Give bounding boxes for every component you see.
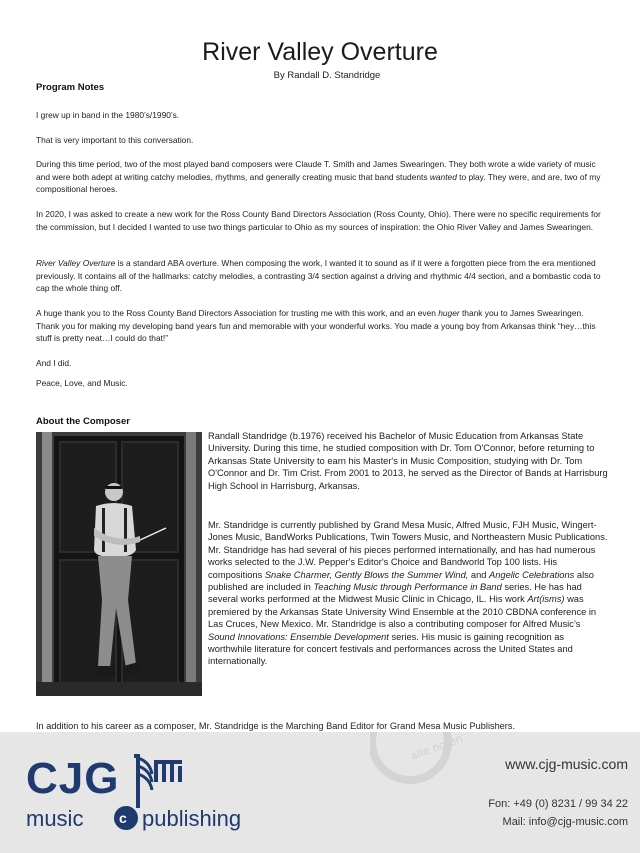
emphasis: Sound Innovations: Ensemble Development — [208, 631, 389, 642]
svg-text:c: c — [119, 810, 127, 826]
text-run: is a standard ABA overture. When composing the work, I wanted it to sound as if it were a forgotten piece from the era mentioned previously. It contains all of the hallmarks: catchy melodies, a contrasting 3/4 section against a driving and rhythmic 4/4 section, and a bombastic coda to cap the whole thing off. — [36, 258, 601, 294]
logo-publishing-text: publishing — [142, 806, 242, 831]
phone-number: Fon: +49 (0) 8231 / 99 34 22 — [488, 798, 628, 810]
composer-bio: In addition to his career as a composer, Mr. Standridge is the Marching Band Editor for Grand Mesa Music Publishers. — [36, 721, 516, 731]
emphasis: Art(isms) — [527, 594, 565, 605]
text-run: A huge thank you to the Ross County Band Directors Association for trusting me with this work, and an even — [36, 308, 439, 318]
composer-photo-illustration — [36, 432, 202, 696]
byline: By Randall D. Standridge — [273, 70, 381, 81]
text-run: Mr. Standridge is currently published by Grand Mesa Music, Alfred Music, FJH Music, Wingert-Jones Music, BandWorks Publications, Twin Towers Music, and Northeastern Music Publications. Mr. Standridge has had several of his pieces performed internationally, and has had numerous works selected to the J.W. Pepper's Editor's Choice and Bandworld Top 100 lists. His compositions — [208, 520, 608, 580]
paragraph: Peace, Love, and Music. — [36, 378, 128, 388]
paragraph — [36, 307, 606, 345]
text-run: and — [468, 569, 490, 580]
paragraph: And I did. — [36, 358, 72, 368]
about-composer-heading: About the Composer — [36, 416, 130, 427]
cjg-logo[interactable] — [26, 750, 242, 847]
emphasis: River Valley Overture — [36, 258, 116, 268]
text-run: to play. They were, and are, two of my compositional heroes. — [36, 171, 601, 195]
emphasis: Angelic Celebrations — [489, 569, 575, 580]
text-run: was premiered by the Arkansas State University Wind Ensemble at the 2010 CBDNA conference in Las Cruces, New Mexico. Mr. Standridge is also a contributing composer for Alfred Music’s — [208, 594, 597, 630]
paragraph — [36, 257, 606, 295]
watermark-logo — [370, 732, 510, 792]
website-link[interactable]: www.cjg-music.com — [505, 756, 628, 772]
text-run: also published are included in — [208, 569, 594, 593]
emphasis: Snake Charmer, Gently Blows the Summer Wind, — [264, 569, 469, 580]
emphasis: wanted — [429, 171, 457, 182]
logo-music-text: music — [26, 806, 84, 831]
logo-cjg-text: CJG — [26, 754, 120, 803]
emphasis: huger — [438, 308, 460, 318]
text-run: series. He has had several works performed at the Midwest Music Clinic in Chicago, IL. His work — [208, 582, 582, 605]
composer-photo — [36, 432, 202, 696]
composer-bio — [208, 519, 608, 668]
paragraph: I grew up in band in the 1980’s/1990’s. — [36, 110, 180, 120]
footer — [0, 732, 640, 853]
program-notes-heading: Program Notes — [36, 82, 105, 93]
emphasis: Teaching Music through Performance in Band — [313, 582, 502, 593]
email-address[interactable]: Mail: info@cjg-music.com — [502, 816, 628, 828]
composer-bio: Randall Standridge (b.1976) received his Bachelor of Music Education from Arkansas State University. During this time, he studied composition with Dr. Tom O'Connor, before returning to Arkansas State University to earn his Master's in Music Composition, studying with Dr. Tom O'Connor and Dr. Tim Crist. From 2001 to 2013, he served as the Director of Bands at Harrisburg High School in Harrisburg, Arkansas. — [208, 431, 608, 491]
page-title: River Valley Overture — [202, 38, 438, 66]
watermark-text: alle noten — [408, 732, 465, 763]
text-run: During this time period, two of the most played band composers were Claude T. Smith and James Swearingen. They both wrote a wide variety of music and were both adept at writing catchy melodies, rhythms, and generally creating music that band students — [36, 159, 596, 182]
paragraph — [36, 158, 606, 196]
text-run: thank you to James Swearingen. Thank you for making my developing band years fun and memorable with your wonderful works. You made a young boy from Arkansas think “hey…this stuff is pretty neat…I could do that!” — [36, 308, 596, 344]
text-run: series. His music is gaining recognition as worthwhile literature for concert festivals and performances across the United States and internationally. — [208, 631, 573, 667]
paragraph: That is very important to this conversation. — [36, 135, 194, 145]
paragraph: In 2020, I was asked to create a new work for the Ross County Band Directors Association (Ross County, Ohio). There were no specific requirements for the commission, but I decided I wanted to use two things particular to Ohio as my sources of inspiration: the Ohio River Valley and James Swearingen. — [36, 209, 601, 232]
